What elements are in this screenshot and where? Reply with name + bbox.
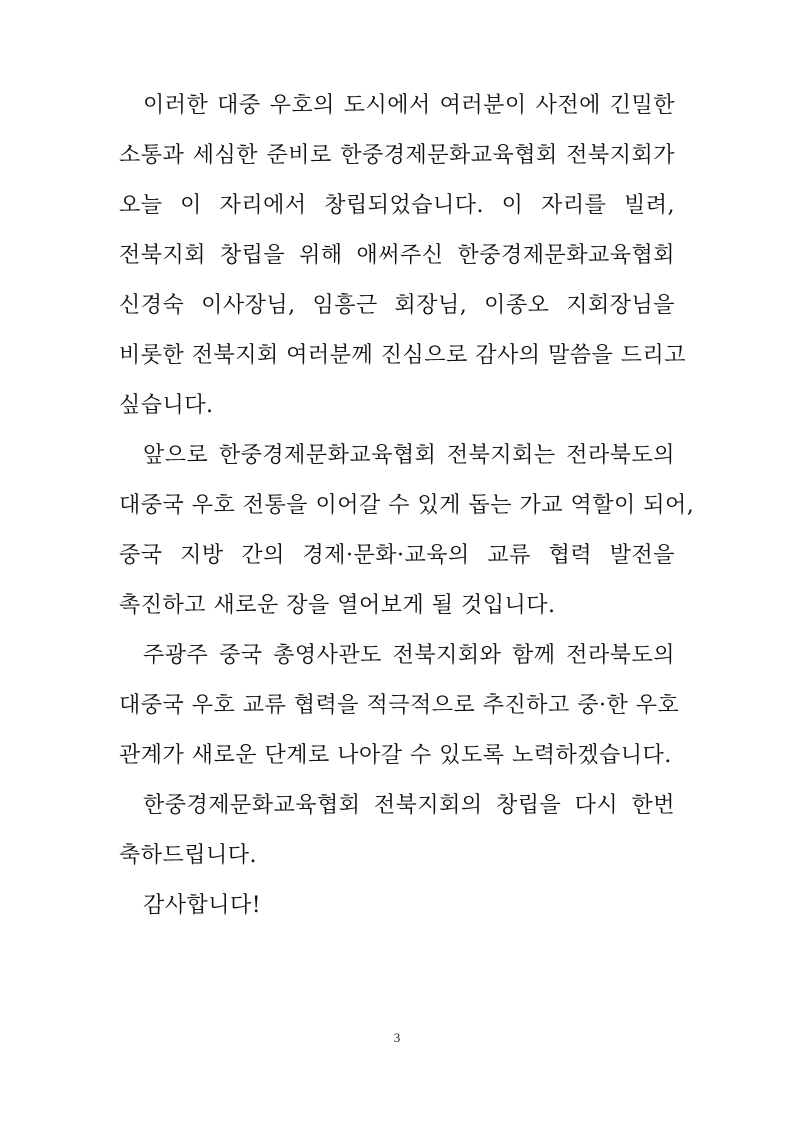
paragraph-4-line-1: 한중경제문화교육협회 전북지회의 창립을 다시 한번 <box>143 793 675 818</box>
paragraph-1-line-2: 소통과 세심한 준비로 한중경제문화교육협회 전북지회가 <box>119 143 675 168</box>
paragraph-3-line-3: 관계가 새로운 단계로 나아갈 수 있도록 노력하겠습니다. <box>119 743 672 768</box>
page-number: 3 <box>393 1030 401 1045</box>
paragraph-5-line-1: 감사합니다! <box>143 893 262 918</box>
paragraph-3-line-1: 주광주 중국 총영사관도 전북지회와 함께 전라북도의 <box>143 643 675 668</box>
paragraph-1-line-6: 비롯한 전북지회 여러분께 진심으로 감사의 말씀을 드리고 <box>119 343 687 368</box>
paragraph-3-line-2: 대중국 우호 교류 협력을 적극적으로 추진하고 중·한 우호 <box>119 693 680 718</box>
paragraph-1-line-5: 신경숙 이사장님, 임흥근 회장님, 이종오 지회장님을 <box>119 293 675 318</box>
paragraph-4-line-2: 축하드립니다. <box>119 843 258 868</box>
paragraph-2-line-1: 앞으로 한중경제문화교육협회 전북지회는 전라북도의 <box>143 443 675 468</box>
paragraph-2-line-2: 대중국 우호 전통을 이어갈 수 있게 돕는 가교 역할이 되어, <box>119 493 695 518</box>
paragraph-2-line-4: 촉진하고 새로운 장을 열어보게 될 것입니다. <box>119 593 556 618</box>
paragraph-1-line-1: 이러한 대중 우호의 도시에서 여러분이 사전에 긴밀한 <box>143 93 675 118</box>
paragraph-1-line-4: 전북지회 창립을 위해 애써주신 한중경제문화교육협회 <box>119 243 675 268</box>
paragraph-1-line-7: 싶습니다. <box>119 393 214 418</box>
paragraph-1-line-3: 오늘 이 자리에서 창립되었습니다. 이 자리를 빌려, <box>119 193 675 218</box>
paragraph-2-line-3: 중국 지방 간의 경제·문화·교육의 교류 협력 발전을 <box>119 543 675 568</box>
